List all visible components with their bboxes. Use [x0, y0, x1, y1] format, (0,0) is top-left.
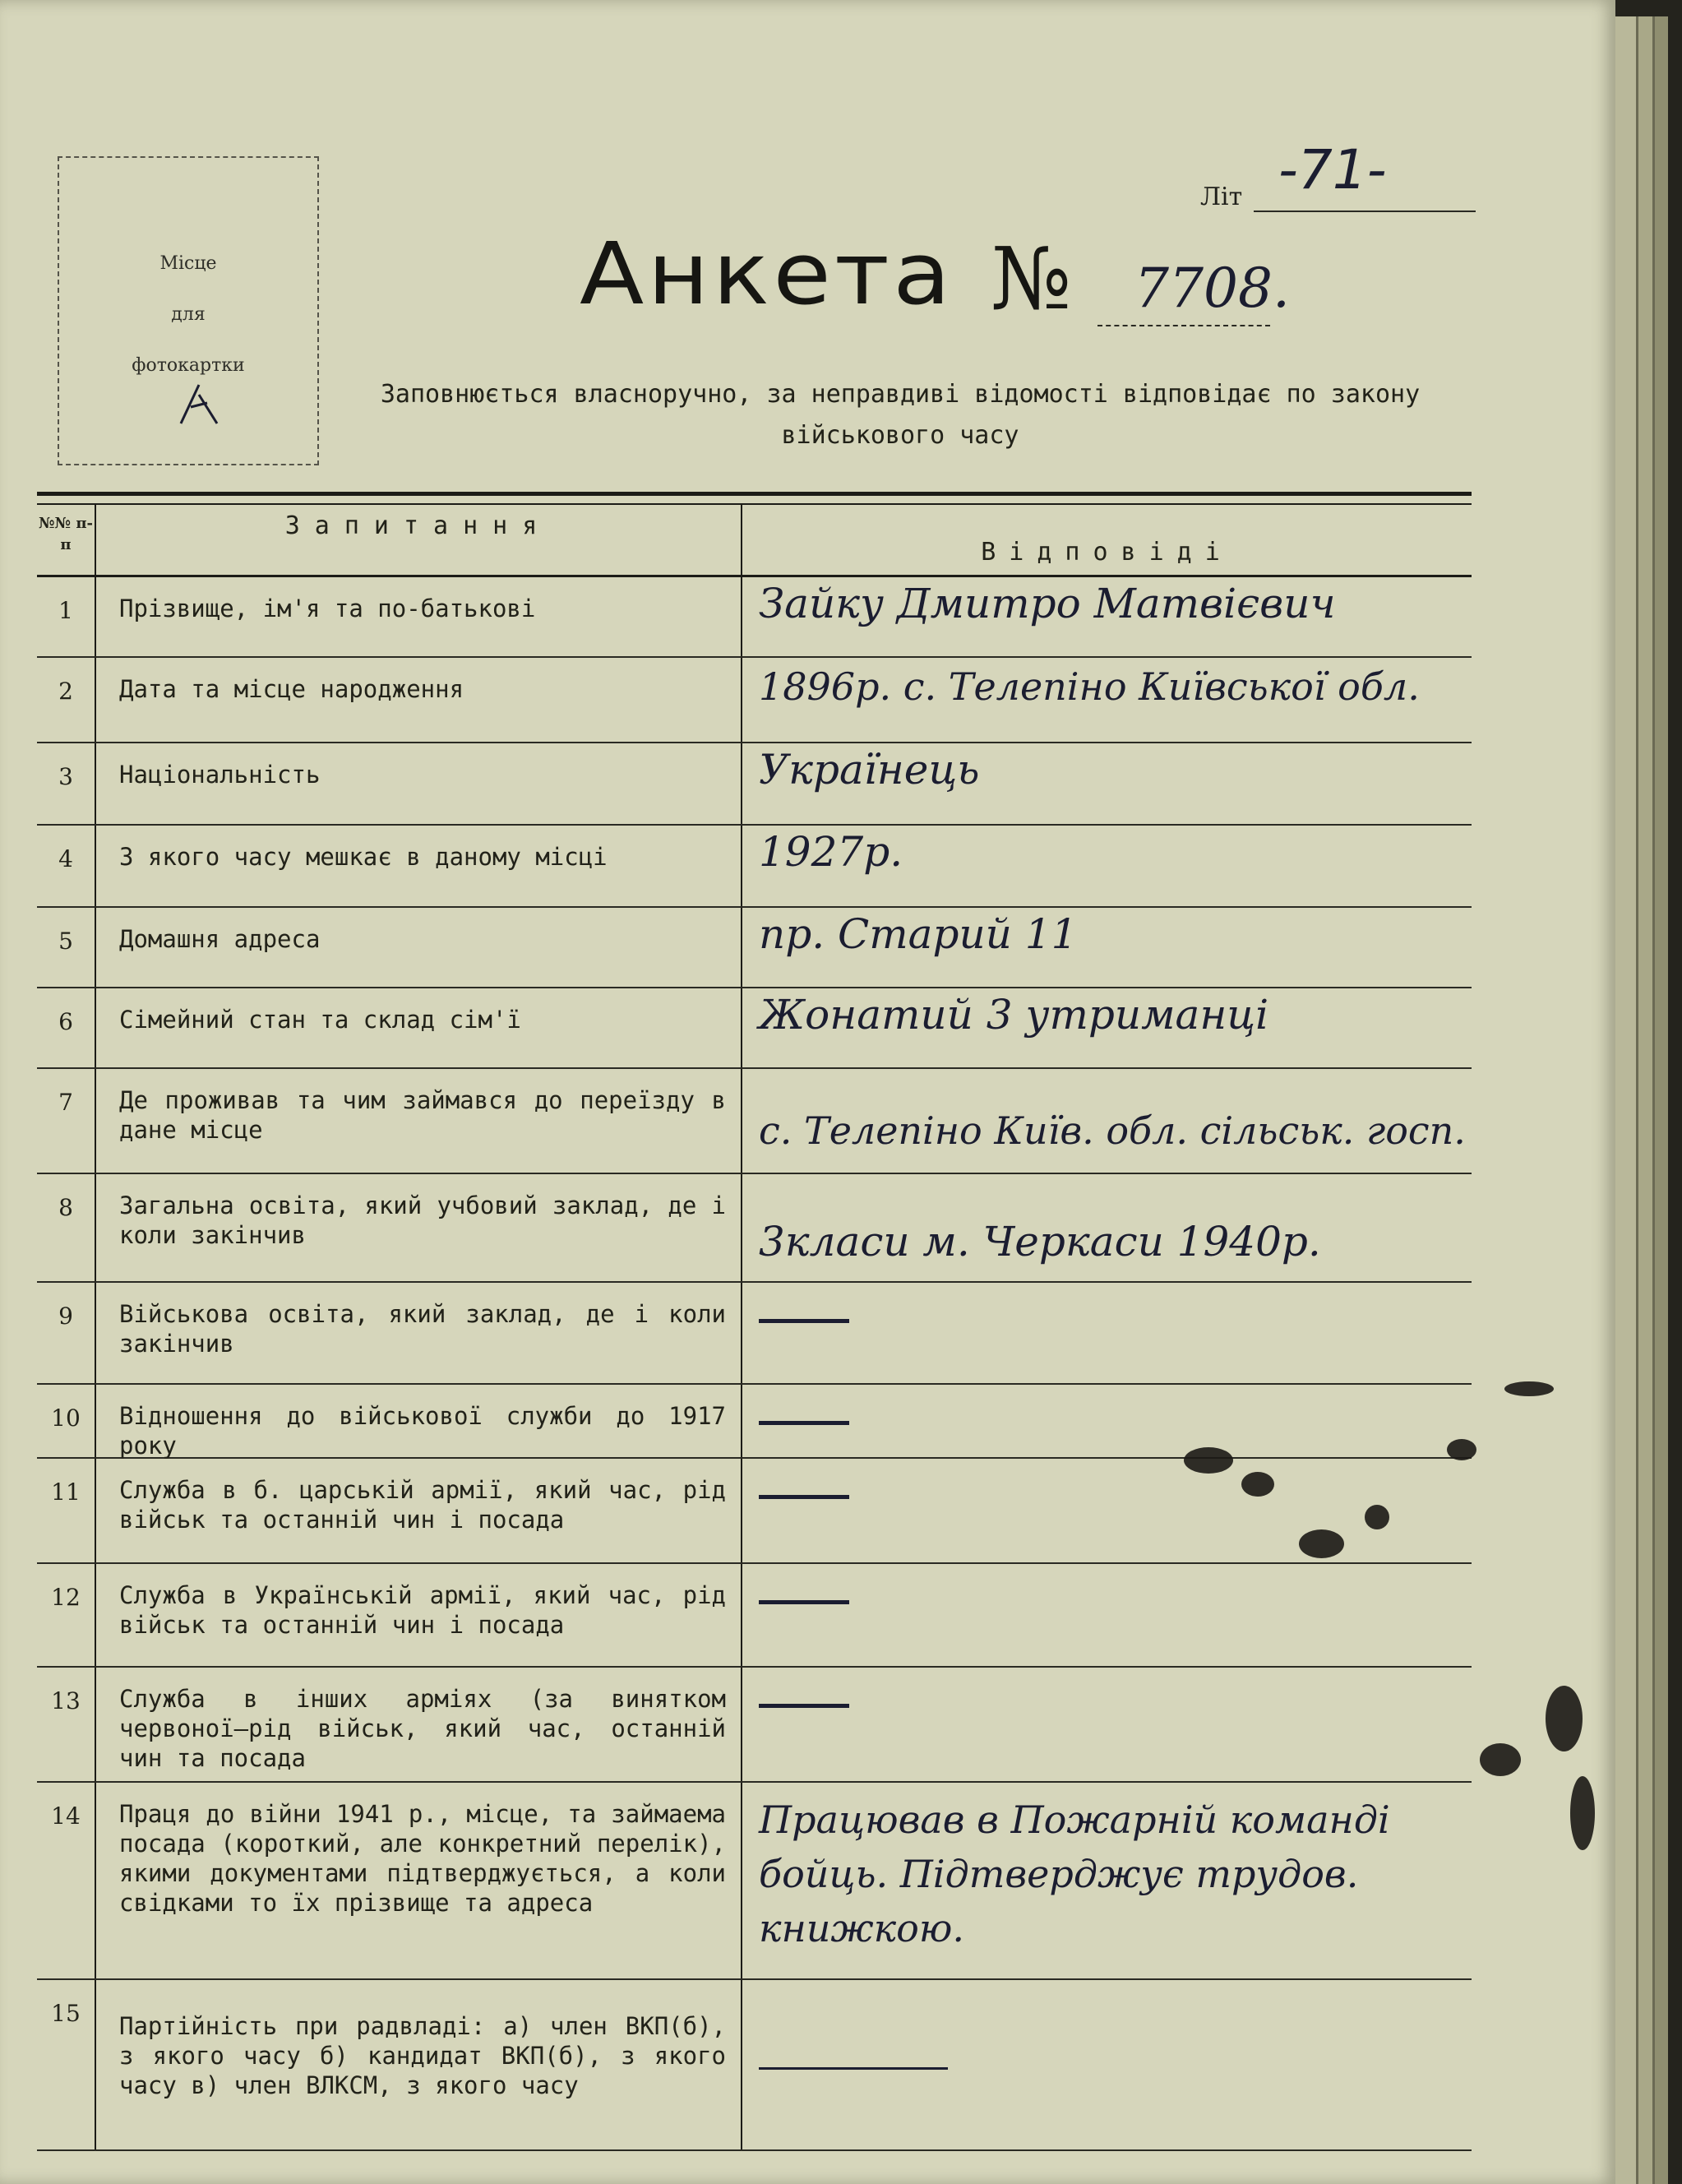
row-answer — [742, 988, 1482, 1067]
row-answer — [742, 1668, 1482, 1781]
instruction-text — [345, 374, 1455, 456]
row-question: Служба в Українській армії, який час, рід військ та останній чин і посада — [96, 1564, 742, 1666]
row-question: Партійність при радвладі: а) член ВКП(б), з якого часу б) кандидат ВКП(б), з якого часу в) член ВЛКСМ, з якого часу — [96, 1980, 742, 2149]
answer-text: Працював в Пожарній команді бойць. Підтверджує трудов. книжкою. — [759, 1798, 1390, 1950]
ink-stain — [1184, 1447, 1233, 1474]
row-number: 14 — [37, 1783, 96, 1978]
row-number: 9 — [37, 1283, 96, 1383]
number-underline — [1097, 325, 1270, 326]
ink-stain — [1570, 1776, 1595, 1850]
row-number: 3 — [37, 743, 96, 824]
table-row — [37, 1668, 1472, 1783]
ink-stain — [1241, 1472, 1274, 1497]
row-question: Дата та місце народження — [96, 658, 742, 742]
row-question: Сімейний стан та склад сім'ї — [96, 988, 742, 1067]
row-question: Загальна освіта, який учбовий заклад, де і коли закінчив — [96, 1174, 742, 1281]
table-row — [37, 577, 1472, 658]
row-number: 11 — [37, 1459, 96, 1562]
answer-text: 1927р. — [759, 828, 903, 876]
table-row — [37, 1783, 1472, 1980]
row-number: 13 — [37, 1668, 96, 1781]
row-number: 1 — [37, 577, 96, 656]
row-answer — [742, 1174, 1482, 1281]
ink-stain — [1365, 1505, 1389, 1529]
column-header-number: №№ п-п — [37, 505, 96, 577]
lit-underline — [1254, 211, 1476, 212]
row-number: 5 — [37, 908, 96, 987]
row-number: 12 — [37, 1564, 96, 1666]
instruction-line: Заповнюється власноручно, за неправдиві відомості відповідає по закону — [380, 380, 1421, 409]
answer-text: пр. Старий 11 — [759, 910, 1078, 958]
photo-placeholder — [58, 156, 319, 465]
ink-stain — [1299, 1529, 1344, 1558]
row-answer — [742, 1283, 1482, 1383]
photo-label-line: для — [171, 304, 206, 325]
table-row — [37, 1564, 1472, 1668]
table-row — [37, 908, 1472, 988]
row-answer — [742, 1385, 1482, 1457]
table-row — [37, 1283, 1472, 1385]
row-question: Служба в інших арміях (за винятком червоної—рід військ, який час, останній чин та посада — [96, 1668, 742, 1781]
row-question: Де проживав та чим займався до переїзду в дане місце — [96, 1069, 742, 1173]
answer-text: 3класи м. Черкаси 1940р. — [759, 1218, 1321, 1266]
row-number: 8 — [37, 1174, 96, 1281]
row-answer — [742, 1069, 1482, 1173]
answer-dash — [759, 1600, 849, 1604]
row-answer — [742, 1783, 1466, 1978]
table-header — [37, 505, 1472, 577]
row-answer — [742, 1980, 1482, 2149]
lit-label: Літ — [1200, 183, 1243, 211]
answer-text: Українець — [759, 746, 980, 794]
ink-stain — [1480, 1743, 1521, 1776]
instruction-line: військового часу — [781, 421, 1019, 450]
table-top-rule — [37, 492, 1472, 505]
table-row — [37, 988, 1472, 1069]
row-number: 15 — [37, 1980, 96, 2149]
answer-dash — [759, 1421, 849, 1425]
row-question: Національність — [96, 743, 742, 824]
row-number: 4 — [37, 826, 96, 906]
number-sign: № — [991, 229, 1072, 329]
answer-text: Зайку Дмитро Матвієвич — [759, 580, 1336, 627]
table-row — [37, 1174, 1472, 1283]
page-edge — [1652, 16, 1668, 2184]
column-header-answer: Відповіді — [981, 538, 1233, 567]
photo-label-line: Місце — [159, 253, 217, 274]
answer-text: с. Телепіно Київ. обл. сільськ. госп. — [759, 1108, 1466, 1153]
answer-dash — [759, 2067, 948, 2070]
row-question: Домашня адреса — [96, 908, 742, 987]
row-answer — [742, 908, 1482, 987]
row-number: 2 — [37, 658, 96, 742]
ink-stain — [1546, 1686, 1583, 1751]
row-answer — [742, 1564, 1482, 1666]
ink-stain — [1447, 1439, 1476, 1460]
answer-text: 1896р. с. Телепіно Київської обл. — [759, 664, 1420, 709]
row-answer — [742, 658, 1482, 742]
row-number: 10 — [37, 1385, 96, 1457]
checkmark-icon — [174, 378, 224, 428]
table-row — [37, 1069, 1472, 1174]
row-question: Служба в б. царській армії, який час, рід військ та останній чин і посада — [96, 1459, 742, 1562]
answer-dash — [759, 1704, 849, 1708]
row-answer — [742, 826, 1482, 906]
row-answer — [742, 577, 1482, 656]
page-title: Анкета — [580, 224, 954, 324]
table-row — [37, 658, 1472, 743]
answer-text: Жонатий 3 утриманці — [759, 991, 1269, 1039]
table-row — [37, 743, 1472, 826]
row-question: Відношення до військової служби до 1917 року — [96, 1385, 742, 1457]
lit-value: -71- — [1278, 138, 1387, 201]
row-question: Прізвище, ім'я та по-батькові — [96, 577, 742, 656]
column-header-question: Запитання — [96, 505, 742, 577]
row-question: Військова освіта, який заклад, де і коли закінчив — [96, 1283, 742, 1383]
row-question: З якого часу мешкає в даному місці — [96, 826, 742, 906]
photo-label-line: фотокартки — [132, 355, 245, 376]
row-question: Праця до війни 1941 р., місце, та займаема посада (короткий, але конкретний перелік), якими документами підтверджується, а коли свідками то їх прізвище та адреса — [96, 1783, 742, 1978]
row-number: 7 — [37, 1069, 96, 1173]
row-number: 6 — [37, 988, 96, 1067]
table-row — [37, 1385, 1472, 1459]
table-row — [37, 826, 1472, 908]
questionnaire-number: 7708. — [1134, 257, 1290, 320]
row-answer — [742, 743, 1482, 824]
answer-dash — [759, 1319, 849, 1323]
table-row — [37, 1980, 1472, 2151]
ink-stain — [1504, 1381, 1554, 1396]
answer-dash — [759, 1495, 849, 1499]
